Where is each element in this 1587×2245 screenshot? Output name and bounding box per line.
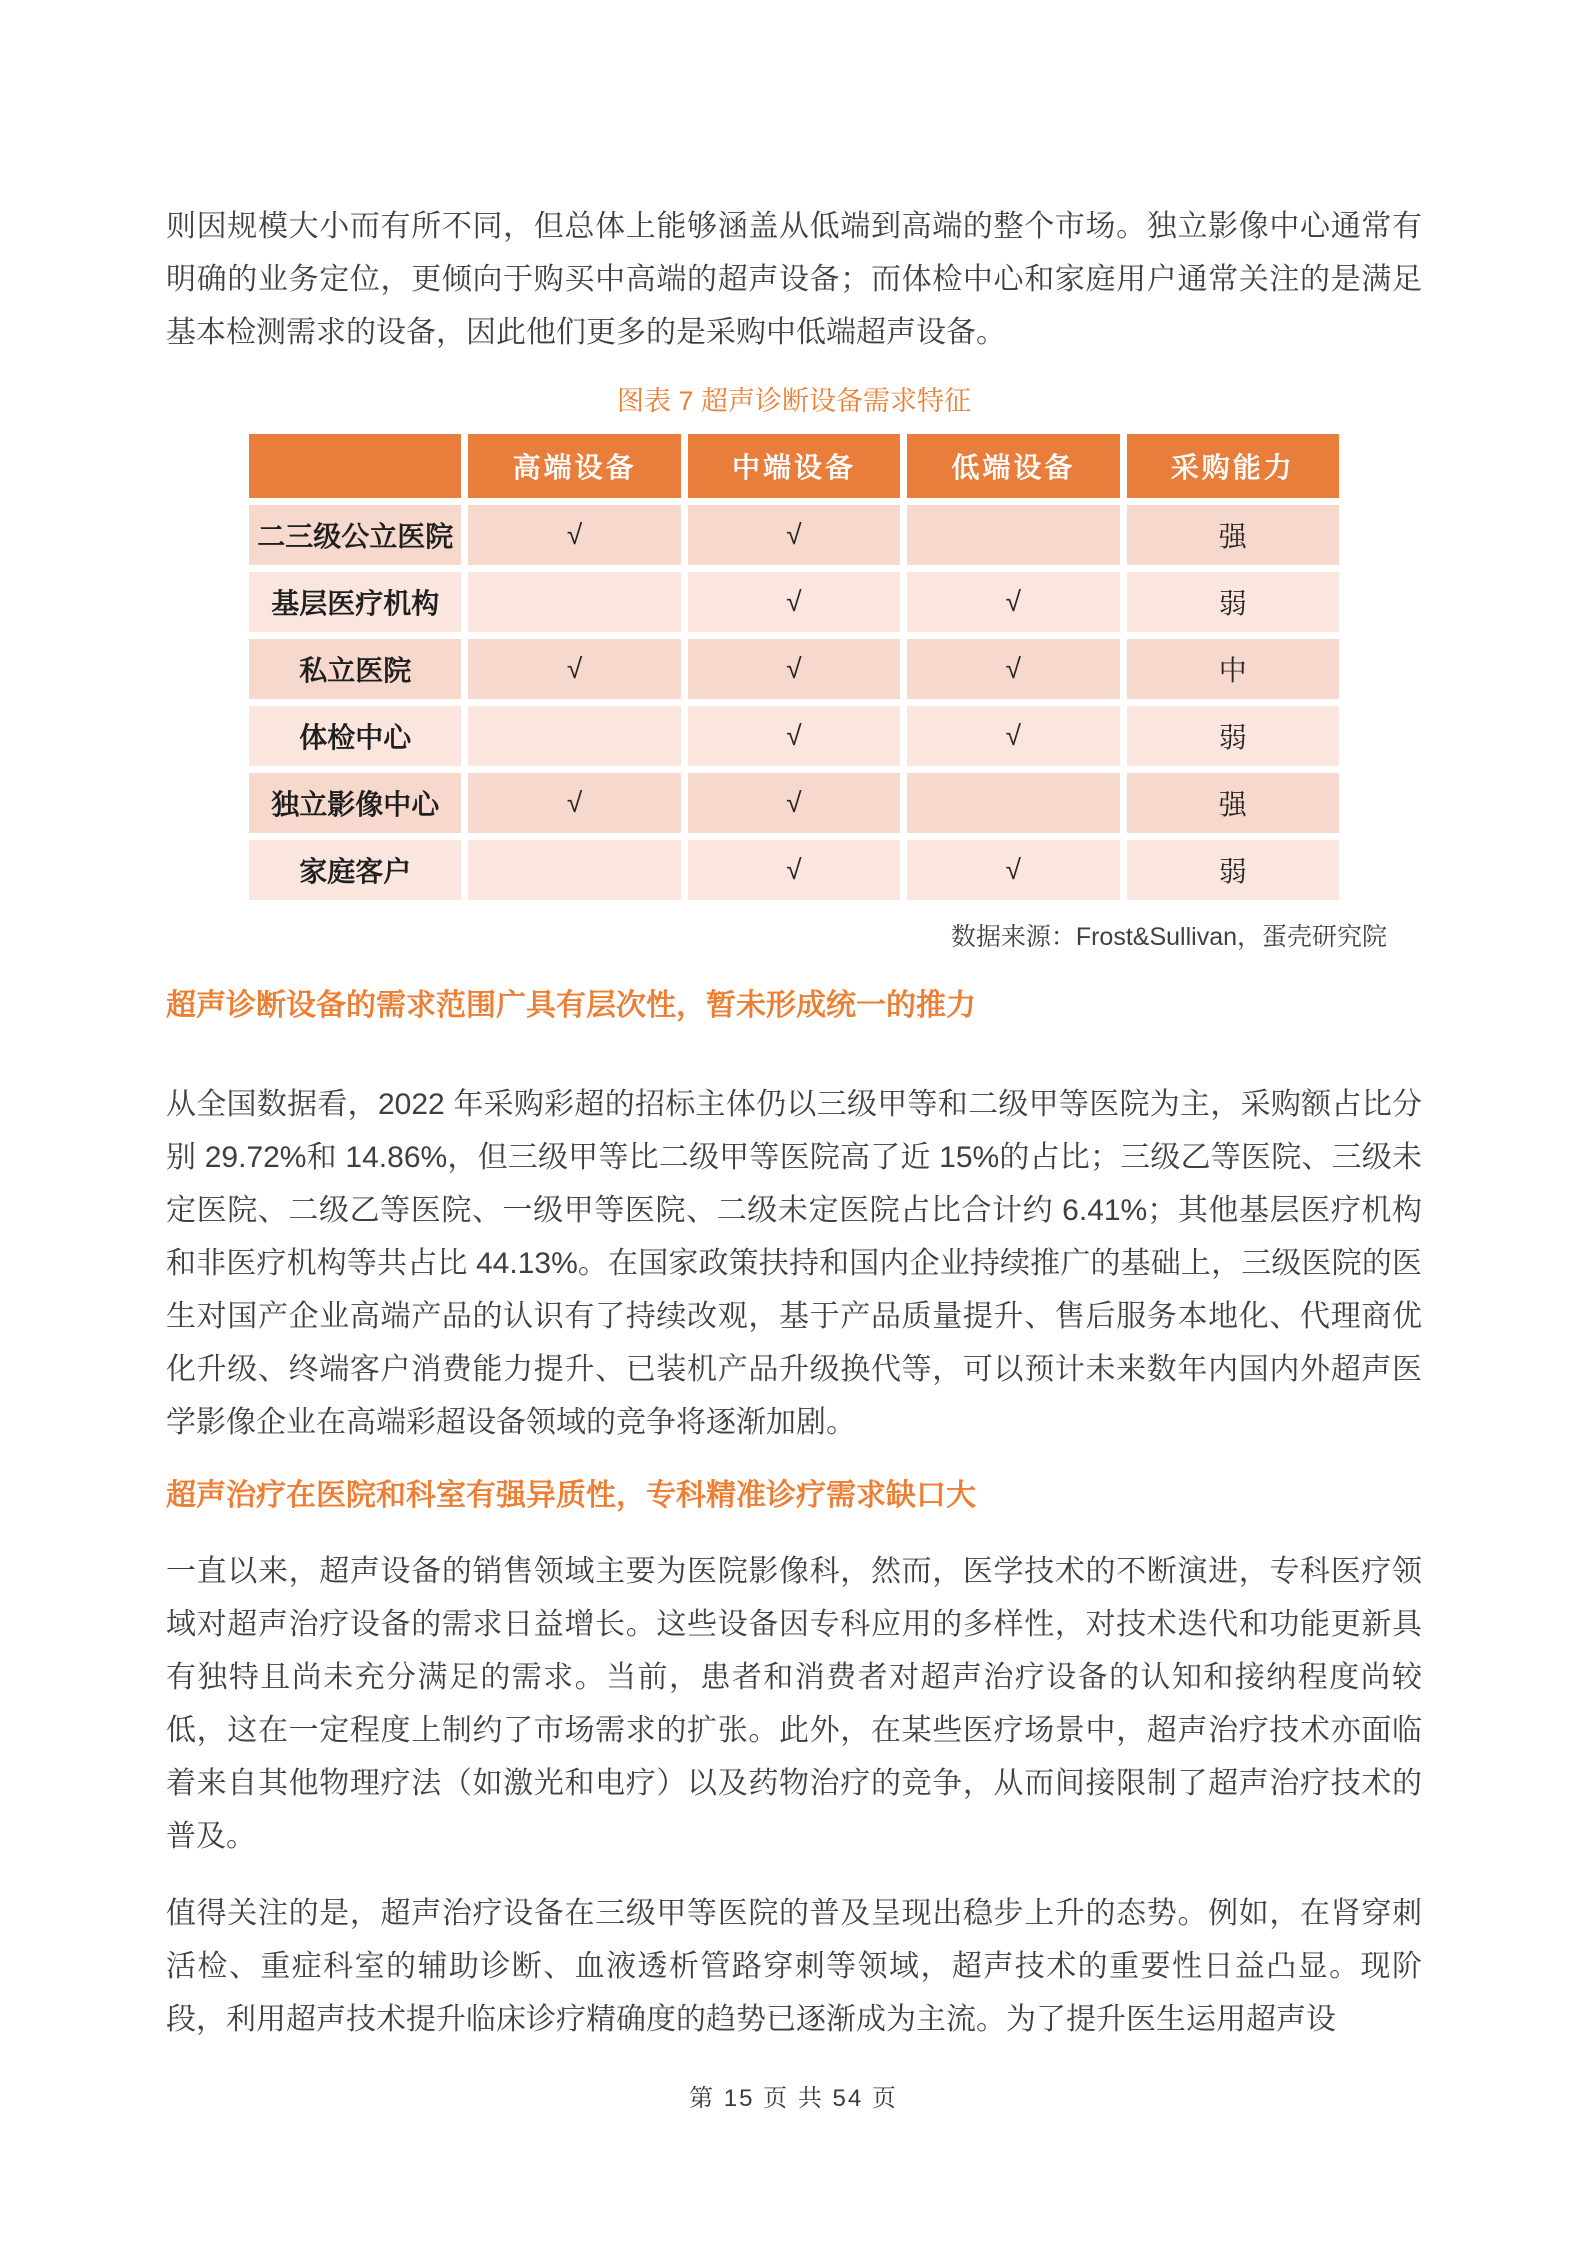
page-footer: 第 15 页 共 54 页 <box>689 2085 898 2112</box>
check-cell <box>468 840 680 900</box>
table-row <box>249 639 1339 699</box>
table-row <box>249 706 1339 766</box>
check-cell: √ <box>468 505 680 565</box>
capability-cell: 中 <box>1127 639 1339 699</box>
figure-title: 图表 7 超声诊断设备需求特征 <box>616 386 972 416</box>
check-cell: √ <box>907 840 1119 900</box>
demand-table <box>242 427 1346 907</box>
intro-paragraph: 则因规模大小而有所不同，但总体上能够涵盖从低端到高端的整个市场。独立影像中心通常有明确的业务定位，更倾向于购买中高端的超声设备；而体检中心和家庭用户通常关注的是满足基本检测需求的设备，因此他们更多的是采购中低端超声设备。 <box>166 210 1422 349</box>
row-label: 基层医疗机构 <box>249 572 461 632</box>
check-cell: √ <box>688 840 900 900</box>
check-cell: √ <box>468 773 680 833</box>
demand-table-head <box>249 434 1339 498</box>
check-cell <box>468 572 680 632</box>
row-label: 私立医院 <box>249 639 461 699</box>
check-cell: √ <box>468 639 680 699</box>
table-row <box>249 840 1339 900</box>
capability-cell: 弱 <box>1127 706 1339 766</box>
section-2-paragraph-2: 值得关注的是，超声治疗设备在三级甲等医院的普及呈现出稳步上升的态势。例如，在肾穿刺活检、重症科室的辅助诊断、血液透析管路穿刺等领域，超声技术的重要性日益凸显。现阶段，利用超声技术提升临床诊疗精确度的趋势已逐渐成为主流。为了提升医生运用超声设 <box>166 1897 1422 2036</box>
table-row <box>249 773 1339 833</box>
capability-cell: 弱 <box>1127 572 1339 632</box>
check-cell: √ <box>907 706 1119 766</box>
data-source-note: 数据来源：Frost&Sullivan，蛋壳研究院 <box>950 923 1387 951</box>
check-cell: √ <box>688 639 900 699</box>
row-label: 独立影像中心 <box>249 773 461 833</box>
column-header-blank <box>249 434 461 498</box>
column-header-mid-end: 中端设备 <box>688 434 900 498</box>
check-cell <box>907 505 1119 565</box>
check-cell: √ <box>907 639 1119 699</box>
capability-cell: 强 <box>1127 505 1339 565</box>
column-header-low-end: 低端设备 <box>907 434 1119 498</box>
demand-table-body <box>249 505 1339 900</box>
row-label: 体检中心 <box>249 706 461 766</box>
column-header-purchasing-power: 采购能力 <box>1127 434 1339 498</box>
capability-cell: 弱 <box>1127 840 1339 900</box>
check-cell <box>468 706 680 766</box>
column-header-high-end: 高端设备 <box>468 434 680 498</box>
check-cell: √ <box>688 706 900 766</box>
section-1-paragraph: 从全国数据看，2022 年采购彩超的招标主体仍以三级甲等和二级甲等医院为主，采购额占比分别 29.72%和 14.86%，但三级甲等比二级甲等医院高了近 15%的占比；三级乙等医院、三级未定医院、二级乙等医院、一级甲等医院、二级未定医院占比合计约 6.41%；其他基层医疗机构和非医疗机构等共占比 44.13%。在国家政策扶持和国内企业持续推广的基础上，三级医院的医生对国产企业高端产品的认识有了持续改观，基于产品质量提升、售后服务本地化、代理商优化升级、终端客户消费能力提升、已装机产品升级换代等，可以预计未来数年内国内外超声医学影像企业在高端彩超设备领域的竞争将逐渐加剧。 <box>166 1088 1422 1439</box>
table-row <box>249 572 1339 632</box>
table-row <box>249 505 1339 565</box>
check-cell: √ <box>907 572 1119 632</box>
capability-cell: 强 <box>1127 773 1339 833</box>
check-cell: √ <box>688 572 900 632</box>
check-cell: √ <box>688 773 900 833</box>
section-heading-diagnostic-demand: 超声诊断设备的需求范围广具有层次性，暂未形成统一的推力 <box>166 989 976 1022</box>
row-label: 二三级公立医院 <box>249 505 461 565</box>
section-2-paragraph-1: 一直以来，超声设备的销售领域主要为医院影像科，然而，医学技术的不断演进，专科医疗领域对超声治疗设备的需求日益增长。这些设备因专科应用的多样性，对技术迭代和功能更新具有独特且尚未充分满足的需求。当前，患者和消费者对超声治疗设备的认知和接纳程度尚较低，这在一定程度上制约了市场需求的扩张。此外，在某些医疗场景中，超声治疗技术亦面临着来自其他物理疗法（如激光和电疗）以及药物治疗的竞争，从而间接限制了超声治疗技术的普及。 <box>166 1555 1422 1853</box>
table-header-row <box>249 434 1339 498</box>
row-label: 家庭客户 <box>249 840 461 900</box>
check-cell: √ <box>688 505 900 565</box>
section-heading-therapy-demand: 超声治疗在医院和科室有强异质性，专科精准诊疗需求缺口大 <box>166 1479 976 1512</box>
check-cell <box>907 773 1119 833</box>
